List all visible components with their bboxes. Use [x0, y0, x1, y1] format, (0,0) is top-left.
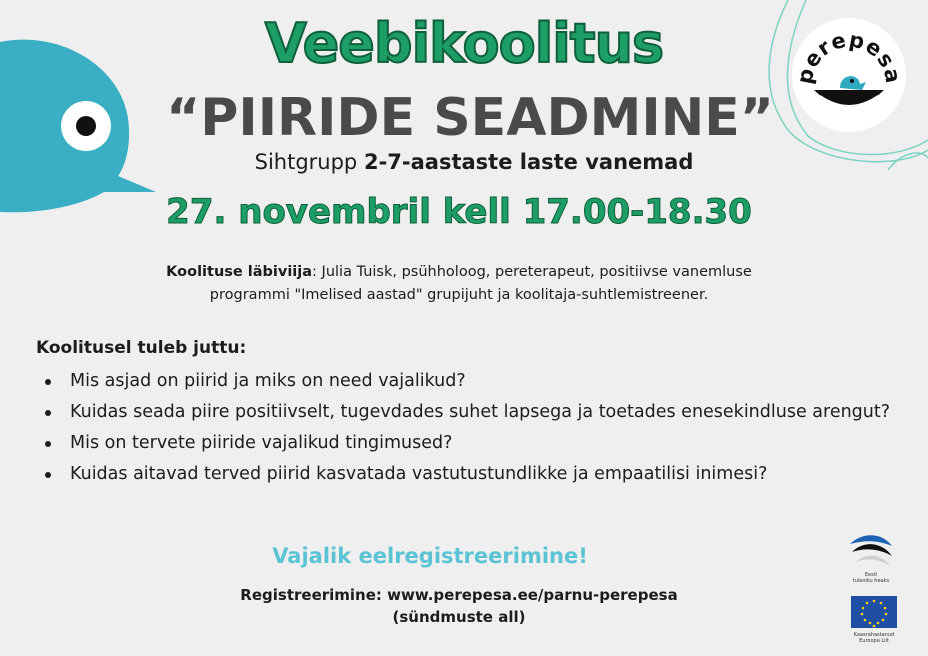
- course-name: “PIIRIDE SEADMINE”: [166, 88, 774, 148]
- eu-flag-logo: [848, 596, 900, 648]
- trainer-line-2: programmi "Imelised aastad" grupijuht ja koolitaja-suhtlemistreener.: [209, 287, 709, 303]
- target-group-value: 2-7-aastaste laste vanemad: [363, 150, 694, 174]
- list-item: Kuidas seada piire positiivselt, tugevdades suhet lapsega ja toetades enesekindluse arengut?: [36, 397, 920, 428]
- trainer-label: Koolituse läbiviija: [166, 264, 313, 280]
- trainer-line-1: : Julia Tuisk, psühholoog, pereterapeut, positiivse vanemluse: [312, 264, 752, 280]
- registration-info: [0, 584, 918, 628]
- estonia-logo: [846, 532, 896, 584]
- list-item: Mis on tervete piiride vajalikud tingimused?: [36, 428, 920, 459]
- registration-note: (sündmuste all): [392, 608, 526, 626]
- event-date: 27. novembril kell 17.00-18.30: [166, 192, 752, 232]
- estonia-logo-text: Eesti: [864, 572, 878, 578]
- topics-heading: Koolitusel tuleb juttu:: [36, 338, 247, 358]
- target-group-label: Sihtgrupp: [254, 150, 358, 174]
- target-group: [0, 150, 928, 174]
- page-title: Veebikoolitus: [264, 12, 664, 75]
- trainer-info: [0, 261, 918, 307]
- eu-logo-text: Kaasrahastanud: [853, 632, 895, 638]
- eu-logo-subtext: Euroopa Liit: [859, 638, 889, 644]
- estonia-logo-subtext: tuleviku heaks: [852, 578, 890, 584]
- registration-link[interactable]: Registreerimine: www.perepesa.ee/parnu-perepesa: [240, 586, 678, 604]
- list-item: Mis asjad on piirid ja miks on need vajalikud?: [36, 366, 920, 397]
- svg-text:perepesa: perepesa: [792, 27, 906, 86]
- list-item: Kuidas aitavad terved piirid kasvatada vastutustundlikke ja empaatilisi inimesi?: [36, 459, 920, 490]
- topics-list: [36, 366, 920, 490]
- preregistration-notice: Vajalik eelregistreerimine!: [272, 544, 588, 568]
